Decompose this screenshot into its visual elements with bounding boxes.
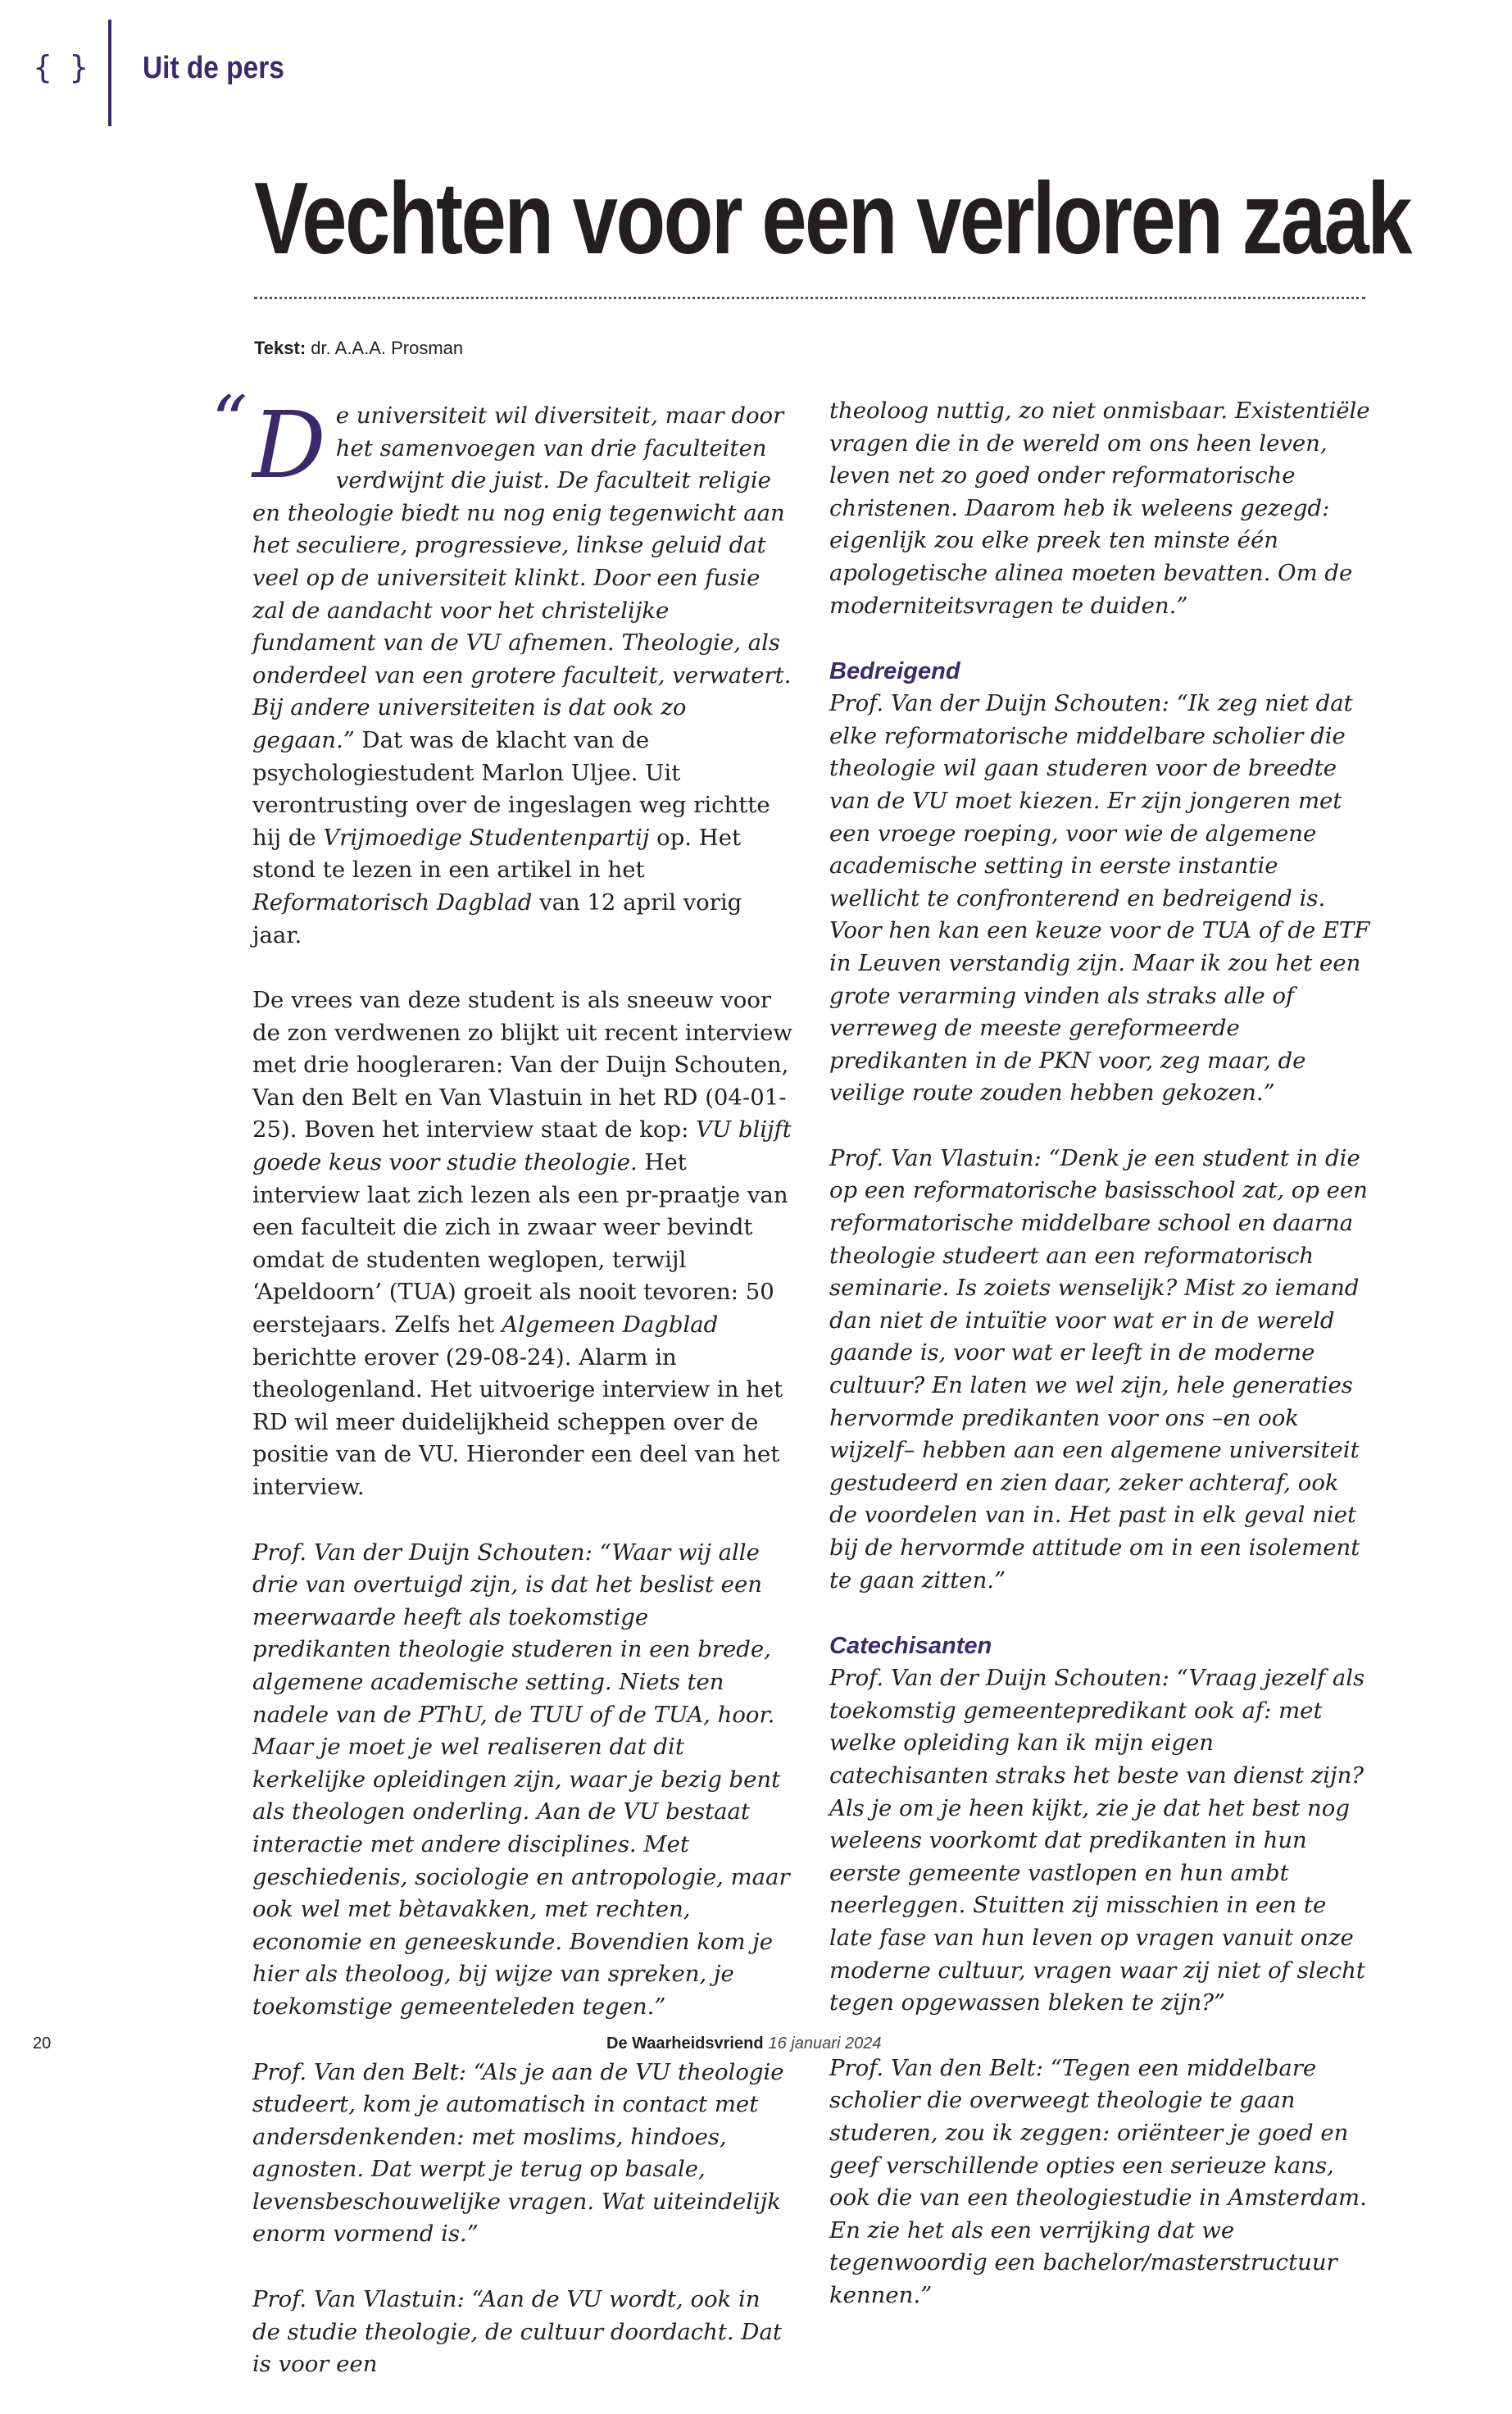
lead-party: Vrijmoedige Studentenpartij [323,824,650,851]
p2-paper: Algemeen Dagblad [502,1312,719,1339]
quote-van-vlastuin-1-cont: theoloog nuttig, zo niet onmisbaar. Existentiële vragen die in de wereld om ons heen leven, leven net zo goed onder reformatorische christenen. Daarom heb ik weleens gezegd: eigenlijk zou elke preek ten minste één apologetische alinea moeten bevatten. Om de moderniteitsvragen te duiden.” [829,398,1370,619]
quote-duijn-schouten-2: Prof. Van der Duijn Schouten: “Ik zeg niet dat elke reformatorische middelbare scholier die theologie wil gaan studeren voor de breedte van de VU moet kiezen. Er zijn jongeren met een vroege roeping, voor wie de algemene academische setting in eerste instantie wellicht te confronterend en bedreigend is. Voor hen kan een keuze voor de TUA of de ETF in Leuven verstandig zijn. Maar ik zou het een grote verarming vinden als straks alle of verreweg de meeste gereformeerde predikanten in de PKN voor, zeg maar, de veilige route zouden hebben gekozen.” [829,690,1370,1107]
p2-headline: VU blijft goede keus voor studie theologie. [252,1116,792,1176]
quote-duijn-schouten-1: Prof. Van der Duijn Schouten: “Waar wij alle drie van overtuigd zijn, is dat het beslist een meerwaarde heeft als toekomstige predikanten theologie studeren in een brede, algemene academische setting. Niets ten nadele van de PThU, de TUU of de TUA, hoor. Maar je moet je wel realiseren dat dit kerkelijke opleidingen zijn, waar je bezig bent als theologen onderling. Aan de VU bestaat interactie met andere disciplines. Met geschiedenis, sociologie en antropologie, maar ook wel met bètavakken, met rechten, economie en geneeskunde. Bovendien kom je hier als theoloog, bij wijze van spreken, je toekomstige gemeenteleden tegen.” [252,1539,790,2020]
quote-van-vlastuin-2: Prof. Van Vlastuin: “Denk je een student in die op een reformatorische basisschool zat, op een reformatorische middelbare school en daarna theologie studeert aan een reformatorisch seminarie. Is zoiets wenselijk? Mist zo iemand dan niet de intuïtie voor wat er in de wereld gaande is, voor wat er leeft in de moderne cultuur? En laten we wel zijn, hele generaties hervormde predikanten voor ons –en ook wijzelf– hebben aan een algemene universiteit gestudeerd en zien daar, zeker achteraf, ook de voordelen van in. Het past in elk geval niet bij de hervormde attitude om in een isolement te gaan zitten.” [829,1144,1368,1593]
issue-date: 16 januari 2024 [768,2034,882,2053]
header-divider [108,20,111,126]
lead-text-2: op. Het stond te lezen in een artikel in het [252,824,742,884]
article-title: Vechten voor een verloren zaak [254,162,1411,275]
subhead-catechisanten: Catechisanten [829,1633,992,1660]
p2-text-a: De vrees van deze student is als sneeuw voor de zon verdwenen zo blijkt uit recent interview met drie hoogleraren: Van der Duijn Schouten, Van den Belt en Van Vlastuin in het RD (04-01-25). Boven het interview staat de kop: [252,987,792,1143]
subhead-bedreigend: Bedreigend [829,658,960,685]
magazine-name: De Waarheidsvriend [606,2034,764,2053]
p2-text-b: Het interview laat zich lezen als een pr-praatje van een faculteit die zich in zwaar weer bevindt omdat de studenten weglopen, terwijl ‘Apeldoorn’ (TUA) groeit als nooit tevoren: 50 eerstejaars. Zelfs het [252,1149,788,1339]
drop-cap: D [252,393,326,499]
quote-mark-icon: “ [211,381,247,463]
p2-text-c: berichtte erover (29-08-24). Alarm in theologenland. Het uitvoerige interview in het RD wil meer duidelijkheid scheppen over de positie van de VU. Hieronder een deel van het interview. [252,1343,783,1500]
lead-quote: e universiteit wil diversiteit, maar door het samenvoegen van drie faculteiten verdwijnt die juist. De faculteit religie en theologie biedt nu nog enig tegenwicht aan het seculiere, progressieve, linkse geluid dat veel op de universiteit klinkt. Door een fusie zal de aandacht voor het christelijke fundament van de VU afnemen. Theologie, als onderdeel van een grotere faculteit, verwatert. Bij andere universiteiten is dat ook zo gegaan.” [252,402,792,753]
column-left [211,381,793,2414]
lead-text-3: van 12 april vorig jaar. [252,889,742,948]
quote-van-den-belt-2: Prof. Van den Belt: “Tegen een middelbare scholier die overweegt theologie te gaan studeren, zou ik zeggen: oriënteer je goed en geef verschillende opties een serieuze kans, ook die van een theologiestudie in Amsterdam. En zie het als een verrijking dat we tegenwoordig een bachelor/masterstructuur kennen.” [829,2054,1367,2308]
footer-magazine [606,2034,934,2053]
dotted-divider [254,297,1365,299]
quote-van-vlastuin-1: Prof. Van Vlastuin: “Aan de VU wordt, ook in de studie theologie, de cultuur doordacht. Dat is voor een [252,2286,782,2378]
quote-van-den-belt-1: Prof. Van den Belt: “Als je aan de VU theologie studeert, kom je automatisch in contact met andersdenkenden: met moslims, hindoes, agnosten. Dat werpt je terug op basale, levensbeschouwelijke vragen. Wat uiteindelijk enorm vormend is.” [252,2058,784,2248]
lead-text-1: Dat was de klacht van de psychologiestudent Marlon Uljee. Uit verontrusting over de ingeslagen weg richtte hij de [252,726,770,851]
quote-duijn-schouten-3: Prof. Van der Duijn Schouten: “Vraag jezelf als toekomstig gemeentepredikant ook af: met welke opleiding kan ik mijn eigen catechisanten straks het beste van dienst zijn? Als je om je heen kijkt, zie je dat het best nog weleens voorkomt dat predikanten in hun eerste gemeente vastlopen en hun ambt neerleggen. Stuitten zij misschien in een te late fase van hun leven op vragen vanuit onze moderne cultuur, vragen waar zij niet of slecht tegen opgewassen bleken te zijn?” [829,1665,1365,2016]
byline-author: dr. A.A.A. Prosman [306,338,464,358]
paragraph-2 [252,984,793,1504]
brackets-icon: { } [33,49,93,85]
lead-paper: Reformatorisch Dagblad [252,889,533,916]
section-label: Uit de pers [143,51,284,85]
byline [254,338,463,359]
page-number: 20 [33,2034,52,2053]
byline-label: Tekst: [254,338,306,358]
lead-paragraph [211,381,793,952]
